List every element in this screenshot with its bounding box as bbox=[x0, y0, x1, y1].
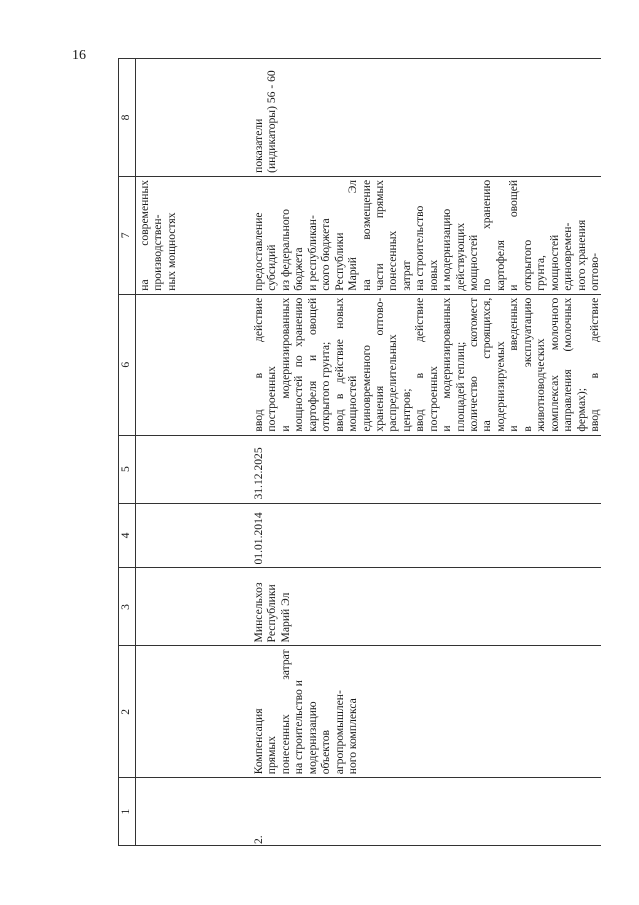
cell-line: грунта, bbox=[534, 255, 548, 291]
cell-line: предоставление bbox=[252, 212, 265, 291]
header-col-7: 7 bbox=[119, 176, 136, 294]
cell-line: на возмещение bbox=[359, 179, 373, 291]
cell-line: новых bbox=[426, 259, 440, 291]
cell-line: и овощей bbox=[507, 179, 521, 291]
cell-line: картофеля bbox=[493, 240, 507, 291]
cell-line: объектов bbox=[319, 730, 333, 775]
cell-line: ввод в действие новых bbox=[332, 297, 346, 432]
cell-line: центров; bbox=[399, 388, 413, 432]
cell-line: модернизацию bbox=[305, 701, 319, 775]
cell-line: модернизируемых bbox=[493, 341, 507, 432]
header-col-1: 1 bbox=[119, 778, 136, 846]
cell-line: ввод в действие bbox=[252, 297, 265, 432]
cell-line: оптово- bbox=[587, 252, 601, 291]
header-col-6: 6 bbox=[119, 294, 136, 435]
cell-line: построенных bbox=[265, 366, 279, 432]
cell-line: распределительных bbox=[386, 334, 400, 432]
page-number: 16 bbox=[72, 48, 86, 63]
header-col-2: 2 bbox=[119, 646, 136, 778]
mechanism-cell bbox=[250, 176, 601, 294]
cell-line: и модернизацию bbox=[440, 208, 454, 291]
cell-line: мощностей bbox=[547, 234, 561, 291]
cell-line: построенных bbox=[426, 366, 440, 432]
cell-line: Марий Эл bbox=[346, 179, 360, 291]
end-date-cell: 31.12.2025 bbox=[250, 435, 601, 503]
cell-line: хранения оптово- bbox=[372, 297, 386, 432]
continuation-col7 bbox=[136, 176, 251, 294]
executor-cell bbox=[250, 568, 601, 646]
cell-line: из федерального bbox=[278, 209, 292, 291]
cell-line: (индикаторы) 56 - 60 bbox=[265, 70, 279, 173]
cell-line: Минсельхоз bbox=[252, 582, 265, 643]
cell-line: направления (молочных bbox=[561, 297, 575, 432]
start-date-cell: 01.01.2014 bbox=[250, 503, 601, 568]
continuation-row bbox=[136, 59, 251, 846]
cell-line: показатели bbox=[252, 118, 265, 173]
cell-line: ввод в действие bbox=[587, 297, 601, 432]
measure-name-cell bbox=[250, 646, 601, 778]
rotated-page-content bbox=[118, 58, 601, 846]
cell-line: и модернизированных bbox=[440, 297, 454, 432]
cell-line: мощностей bbox=[346, 375, 360, 432]
cell-line: мощностей по хранению bbox=[292, 297, 306, 432]
cell-line: мощностей bbox=[467, 234, 480, 291]
cell-line: понесенных bbox=[386, 230, 400, 291]
row-number: 2. bbox=[250, 778, 601, 846]
cell-line: ского бюджета bbox=[319, 218, 333, 291]
cell-line: бюджета bbox=[292, 247, 306, 291]
cell-line: в эксплуатацию bbox=[520, 297, 534, 432]
cell-line: понесенных затрат bbox=[278, 649, 292, 775]
cell-line: и модернизированных bbox=[278, 297, 292, 432]
cell-line: субсидий bbox=[265, 244, 279, 291]
table-row bbox=[250, 59, 601, 846]
cell-line: фермах); bbox=[574, 388, 588, 432]
header-col-4: 4 bbox=[119, 503, 136, 568]
cell-line: картофеля и овощей bbox=[305, 297, 319, 432]
header-row bbox=[119, 59, 136, 846]
cell-line: ввод в действие bbox=[413, 297, 427, 432]
cell-line: комплексах молочного bbox=[547, 297, 561, 432]
cell-line: прямых bbox=[265, 735, 279, 775]
cell-line: на современных bbox=[138, 179, 151, 291]
cell-line: затрат bbox=[399, 260, 413, 291]
cell-line: части прямых bbox=[372, 179, 386, 291]
cell-line: Компенсация bbox=[252, 708, 265, 775]
cell-line: площадей теплиц; bbox=[453, 341, 467, 432]
indicators-cell bbox=[250, 59, 601, 177]
cell-line: и республикан- bbox=[305, 215, 319, 291]
cell-line: Республики bbox=[265, 584, 279, 643]
cell-line: на строительство и bbox=[292, 680, 306, 775]
cell-line: Республики bbox=[332, 232, 346, 291]
cell-line: Марий Эл bbox=[278, 592, 292, 643]
results-cell bbox=[250, 294, 601, 435]
program-table bbox=[118, 58, 601, 846]
header-col-8: 8 bbox=[119, 59, 136, 177]
cell-line: открытого bbox=[520, 239, 534, 291]
header-col-3: 3 bbox=[119, 568, 136, 646]
cell-line: ных мощностях bbox=[164, 212, 178, 291]
cell-line: на строящихся, bbox=[480, 297, 494, 432]
cell-line: количество скотомест bbox=[467, 297, 480, 432]
cell-line: животноводческих bbox=[534, 338, 548, 432]
cell-line: ного хранения bbox=[574, 219, 588, 291]
cell-line: единовремен- bbox=[561, 222, 575, 291]
cell-line: производствен- bbox=[151, 214, 165, 291]
cell-line: ного комплекса bbox=[346, 698, 360, 775]
cell-line: по хранению bbox=[480, 179, 494, 291]
cell-line: действующих bbox=[453, 222, 467, 291]
cell-line: на строительство bbox=[413, 205, 427, 291]
cell-line: единовременного bbox=[359, 345, 373, 432]
cell-line: открытого грунта; bbox=[319, 341, 333, 432]
cell-line: и введенных bbox=[507, 297, 521, 432]
cell-line: агропромышлен- bbox=[332, 690, 346, 775]
header-col-5: 5 bbox=[119, 435, 136, 503]
